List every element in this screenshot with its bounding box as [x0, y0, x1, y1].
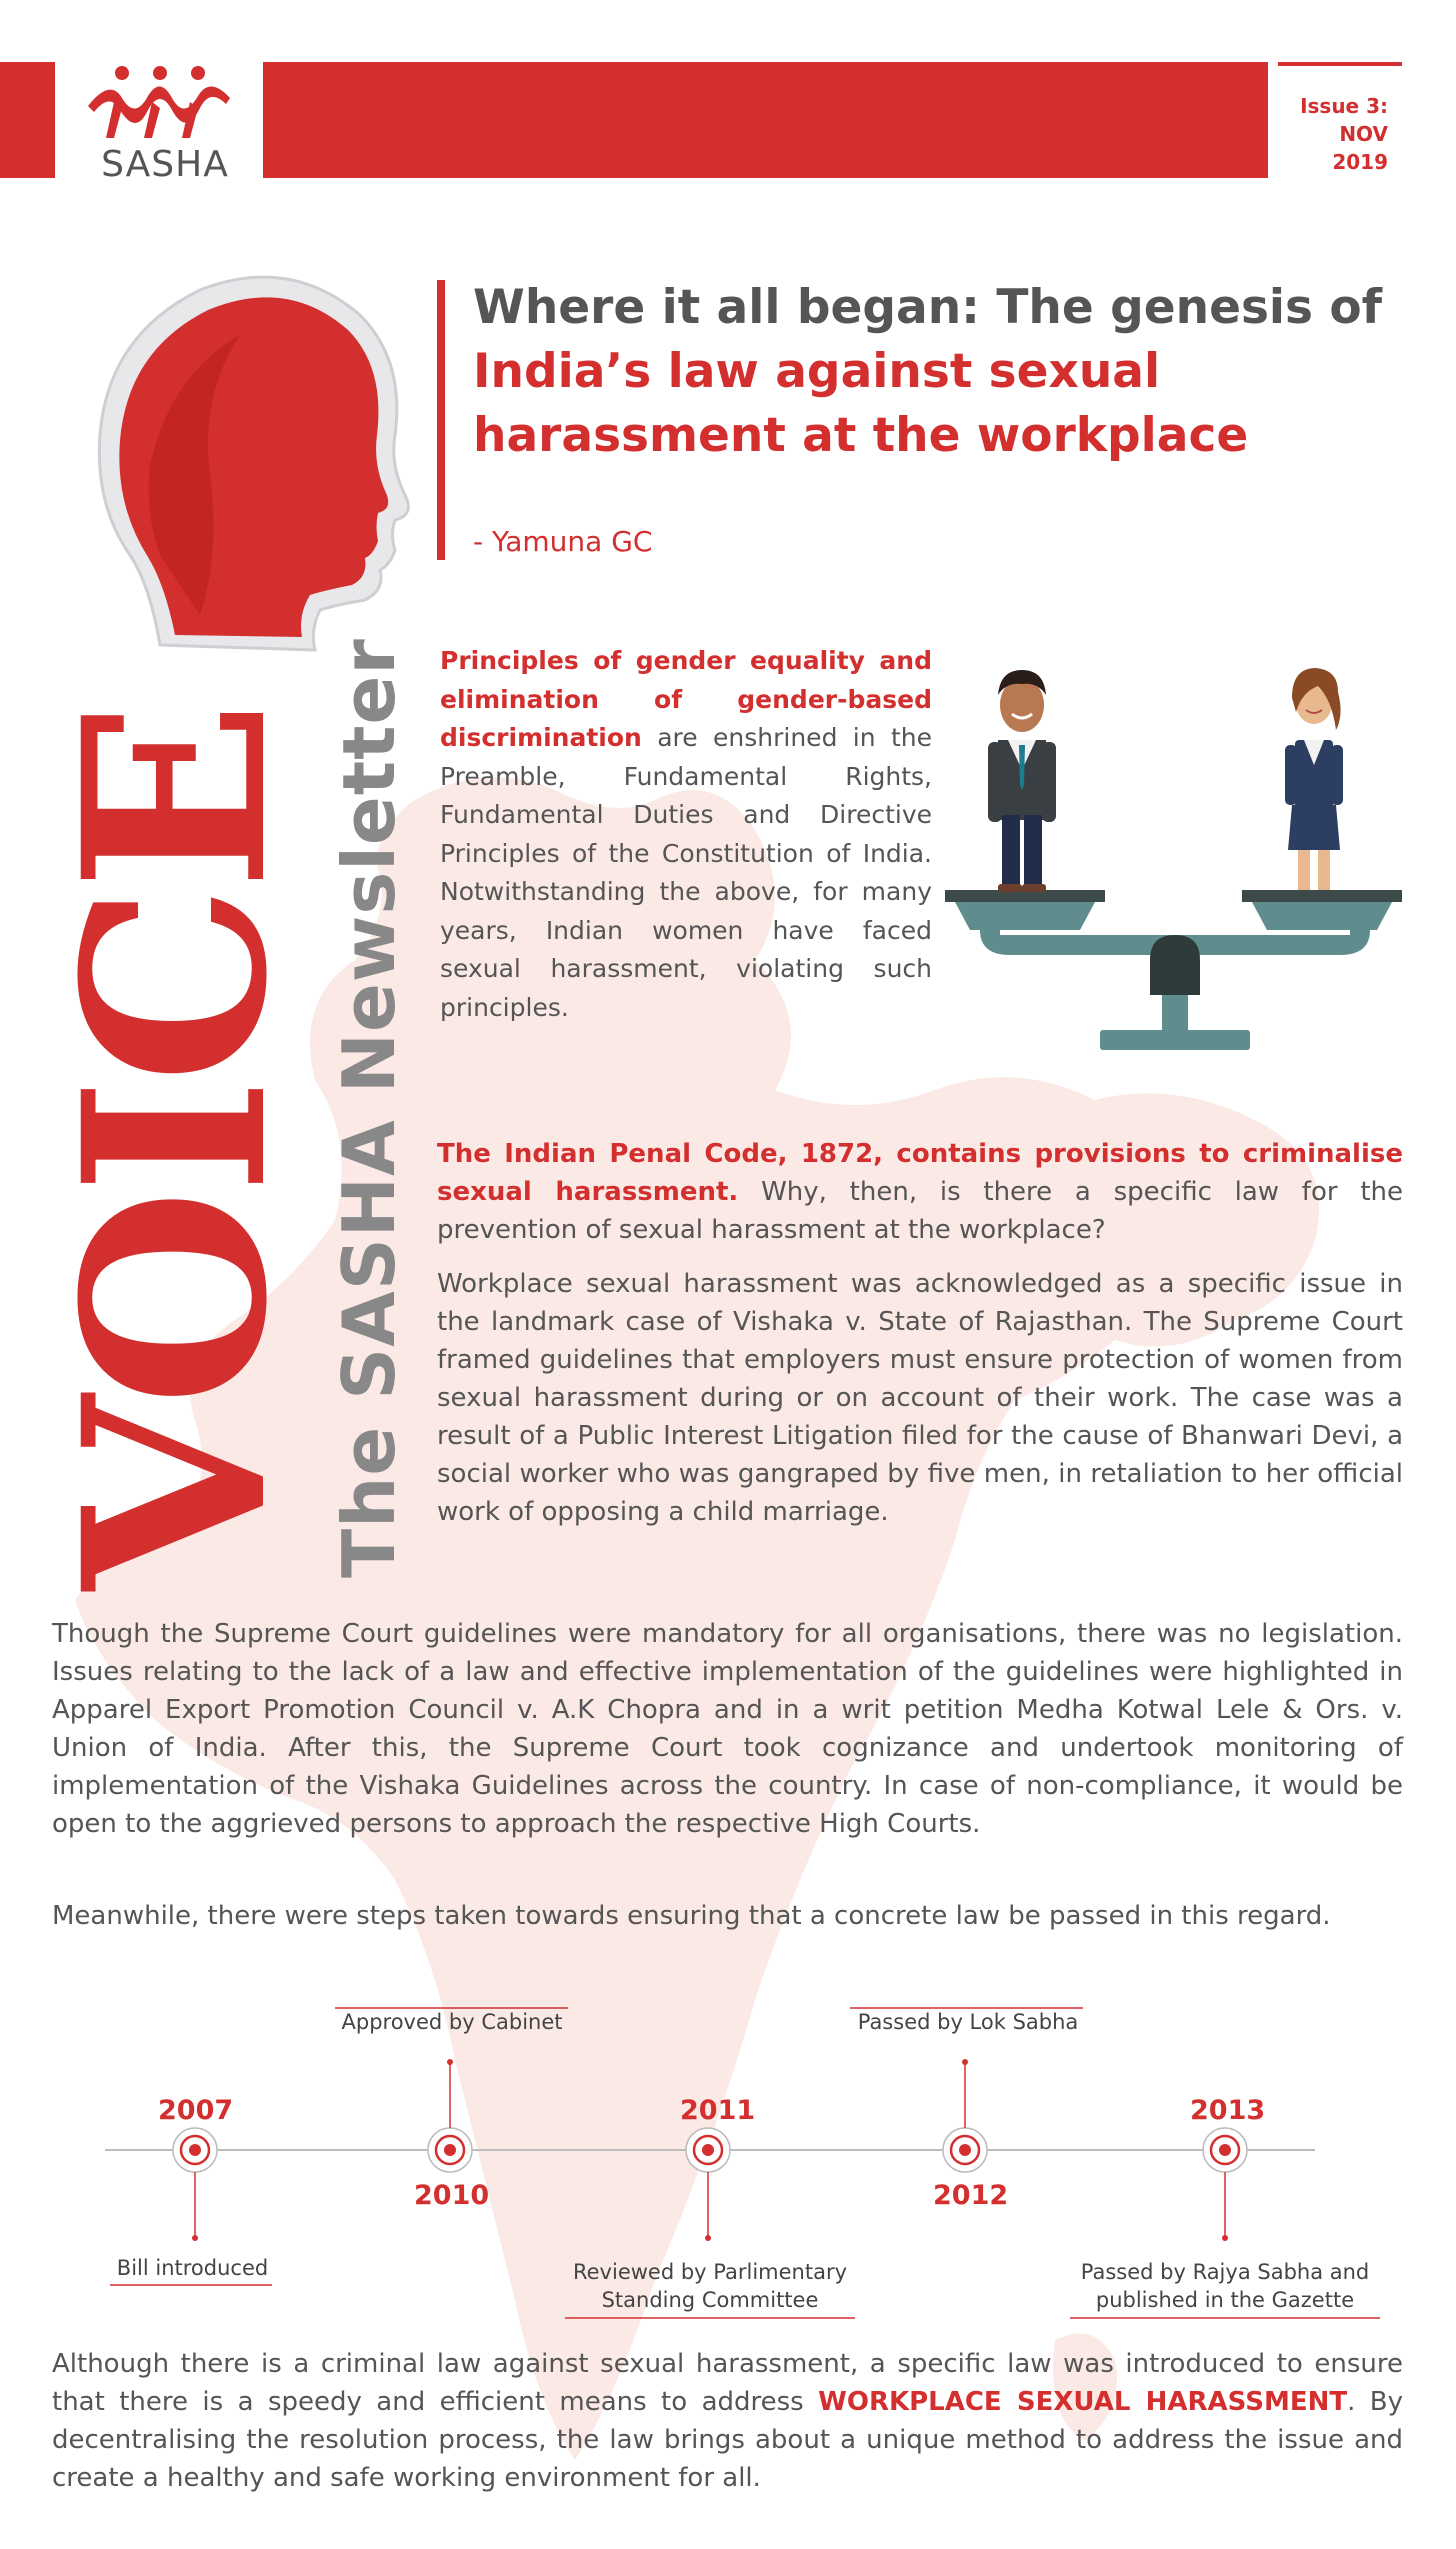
event-passed-rajya-sabha: Passed by Rajya Sabha and published in the Gazette — [1080, 2260, 1370, 2312]
newsletter-subtitle: The SASHA Newsletter — [327, 638, 411, 1578]
title-line-2: India’s law against sexual — [473, 344, 1161, 399]
timeline-dot-2012 — [943, 2059, 987, 2172]
paragraph-text: Why, then, is there a specific law for the prevention of sexual harassment at the workplace? — [437, 1177, 1403, 1245]
year-2012: 2012 — [933, 2180, 1009, 2211]
header-bar — [263, 62, 1268, 178]
year-2010: 2010 — [414, 2180, 490, 2211]
title-accent-bar — [437, 280, 445, 560]
timeline-dot-2007 — [173, 2128, 217, 2241]
title-line-3: harassment at the workplace — [473, 408, 1249, 463]
event-bill-introduced: Bill introduced — [116, 2256, 269, 2280]
highlight-ipc: The Indian Penal Code, 1872, contains provisions to criminalise sexual harassment. — [437, 1139, 1403, 1207]
year-2007: 2007 — [158, 2095, 234, 2126]
title-line-1: Where it all began: The genesis of — [473, 280, 1383, 335]
paragraph-meanwhile: Meanwhile, there were steps taken towards ensuring that a concrete law be passed in this regard. — [52, 1901, 1331, 1931]
paragraph-text: Although there is a criminal law against sexual harassment, a specific law was introduced to ensure that there is a speedy and efficient means to address — [52, 2349, 1403, 2417]
legislation-timeline — [0, 1990, 1456, 2330]
timeline-dot-2010 — [428, 2059, 472, 2172]
paragraph-ipc — [437, 1135, 1403, 1249]
paragraph-constitution — [440, 642, 932, 1027]
paragraph-text: . By decentralising the resolution process, the law brings about a unique method to address the issue and create a healthy and safe working environment for all. — [52, 2387, 1403, 2493]
timeline-dot-2011 — [686, 2128, 730, 2241]
year-2013: 2013 — [1190, 2095, 1266, 2126]
paragraph-conclusion — [52, 2345, 1403, 2497]
gender-equality-scale-icon — [940, 600, 1410, 1065]
issue-badge — [1278, 62, 1402, 178]
issue-date: NOV 2019 — [1332, 122, 1388, 174]
event-reviewed-by-committee: Reviewed by Parlimentary Standing Committee — [572, 2260, 848, 2312]
event-passed-lok-sabha: Passed by Lok Sabha — [857, 2010, 1079, 2034]
year-2011: 2011 — [680, 2095, 756, 2126]
voice-masthead: VOICE — [28, 706, 322, 1590]
paragraph-guidelines: Though the Supreme Court guidelines were mandatory for all organisations, there was no legislation. Issues relating to the lack of a law and effective implementation of the guidelines were highlighted in Apparel Export Promotion Council v. A.K Chopra and in a writ petition Medha Kotwal Lele & Ors. v. Union of India. After this, the Supreme Court took cognizance and undertook monitoring of implementation of the Vishaka Guidelines across the country. In case of non-compliance, it would be open to the aggrieved persons to approach the respective High Courts. — [52, 1619, 1403, 1839]
woman-head-silhouette-icon — [90, 265, 420, 655]
issue-number: Issue 3: — [1300, 94, 1388, 118]
paragraph-vishaka: Workplace sexual harassment was acknowledged as a specific issue in the landmark case of Vishaka v. State of Rajasthan. The Supreme Court framed guidelines that employers must ensure protection of women from sexual harassment during or on account of their work. The case was a result of a Public Interest Litigation filed for the cause of Bhanwari Devi, a social worker who was gangraped by five men, in retaliation to her official work of opposing a child marriage. — [437, 1269, 1403, 1527]
header-left-block — [0, 62, 55, 178]
paragraph-text: are enshrined in the Preamble, Fundamental Rights, Fundamental Duties and Directive Principles of the Constitution of India. Notwithstanding the above, for many years, Indian women have faced sexual harassment, violating such principles. — [440, 723, 932, 1022]
highlight-principles: Principles of gender equality and elimination of gender-based discrimination — [440, 646, 932, 752]
event-approved-by-cabinet: Approved by Cabinet — [341, 2010, 563, 2034]
logo-text: SASHA — [101, 144, 229, 185]
article-author: - Yamuna GC — [473, 525, 653, 558]
highlight-workplace-sexual-harassment: WORKPLACE SEXUAL HARASSMENT — [818, 2387, 1348, 2417]
timeline-dot-2013 — [1203, 2128, 1247, 2241]
article-title — [473, 276, 1423, 468]
